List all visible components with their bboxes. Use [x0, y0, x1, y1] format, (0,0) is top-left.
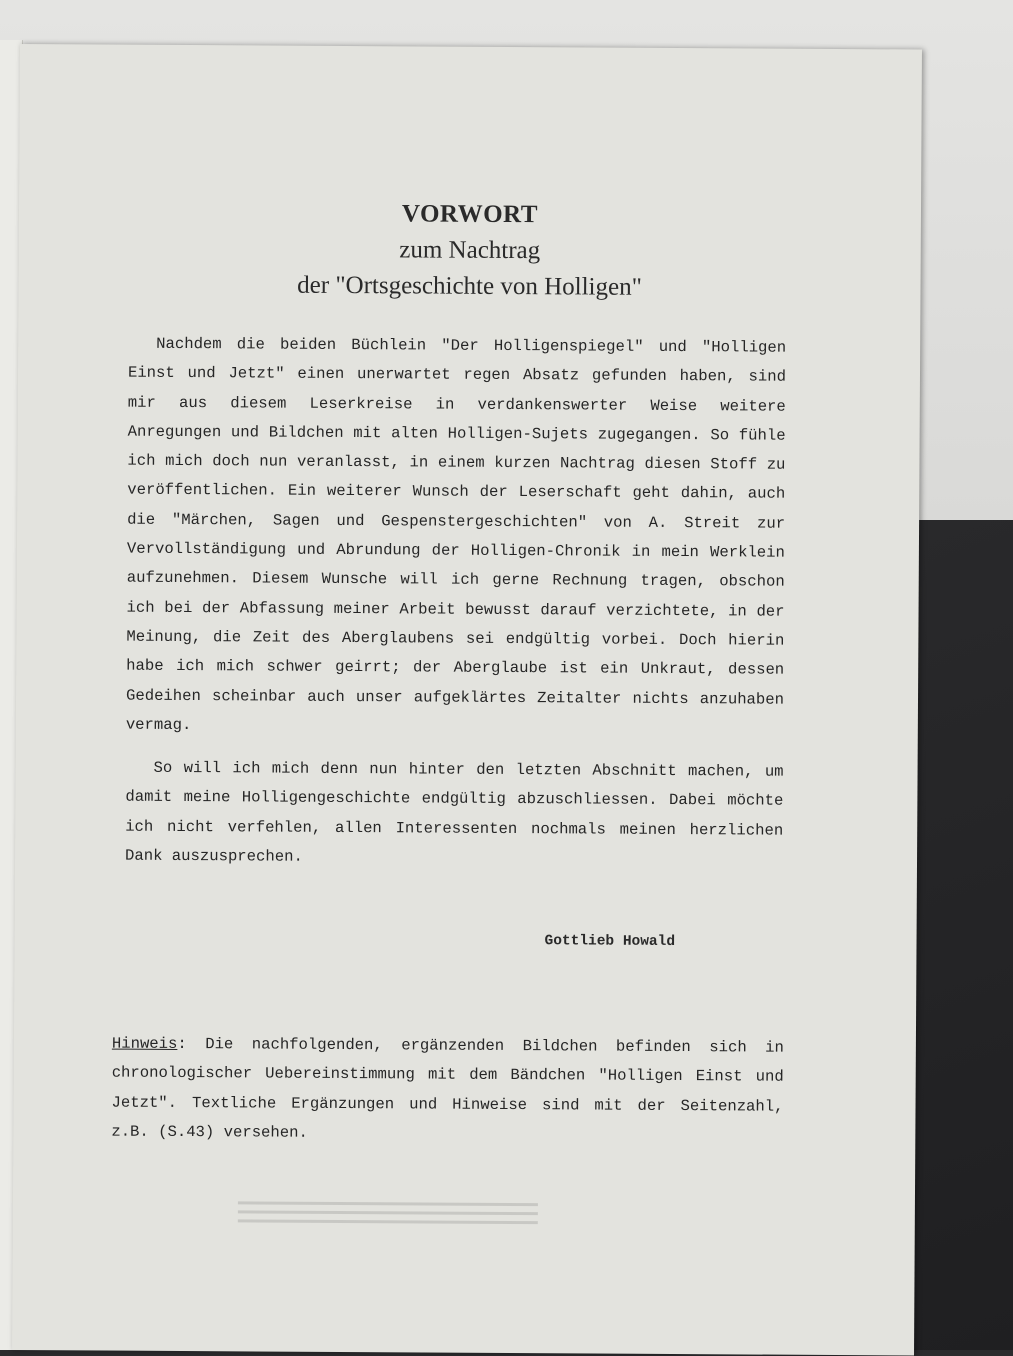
page-subtitle-line-2: der "Ortsgeschichte von Holligen"	[297, 271, 642, 301]
heading	[18, 194, 921, 308]
note-separator: :	[177, 1034, 187, 1054]
note-text: Die nachfolgenden, ergänzenden Bildchen befinden sich in chronologischer Uebereinstimmung mit dem Bändchen "Holligen Einst und Jetzt". Textliche Ergänzungen und Hinweise sind mit der Seitenzahl, z.B. (S.43) versehen.	[111, 1035, 784, 1142]
document-page	[12, 44, 922, 1355]
show-through-print	[238, 1195, 538, 1237]
page-title: VORWORT	[401, 200, 539, 229]
note-label: Hinweis	[111, 1034, 178, 1053]
paragraph-1: Nachdem die beiden Büchlein "Der Holligenspiegel" und "Holligen Einst und Jetzt" einen unerwartet regen Absatz gefunden haben, sind mir aus diesem Leserkreise in verdankenswerter Weise weitere Anregungen und Bildchen mit alten Holligen-Sujets zugegangen. So fühle ich mich doch nun veranlasst, in einem kurzen Nachtrag diesen Stoff zu veröffentlichen. Ein weiterer Wunsch der Leserschaft geht dahin, auch die "Märchen, Sagen und Gespenstergeschichten" von A. Streit zur Vervollständigung und Abrundung der Holligen-Chronik in mein Werklein aufzunehmen. Diesem Wunsche will ich gerne Rechnung tragen, obschon ich bei der Abfassung meiner Arbeit bewusst darauf verzichtete, in der Meinung, die Zeit des Aberglaubens sei endgültig vorbei. Doch hierin habe ich mich schwer geirrt; der Aberglaube ist ein Unkraut, dessen Gedeihen scheinbar auch unser aufgeklärtes Zeitalter nichts anzuhaben vermag.	[125, 334, 787, 734]
signature: Gottlieb Howald	[544, 933, 676, 951]
body-text	[125, 330, 786, 889]
paragraph-2: So will ich mich denn nun hinter den letzten Abschnitt machen, um damit meine Holligengeschichte endgültig abzuschliessen. Dabei möchte ich nicht verfehlen, allen Interessenten nochmals meinen herzlichen Dank auszusprechen.	[124, 758, 784, 866]
page-subtitle-line-1: zum Nachtrag	[399, 236, 541, 265]
note	[111, 1030, 784, 1151]
